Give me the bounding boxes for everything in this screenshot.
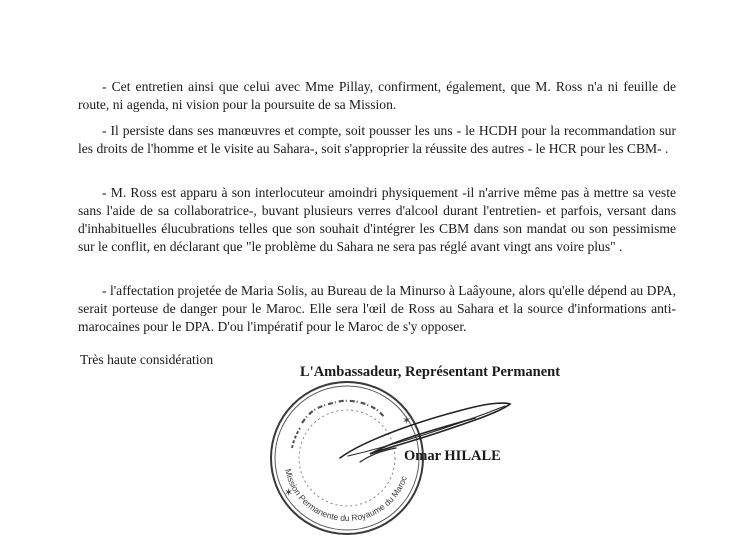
closing-salutation: Très haute considération	[80, 352, 214, 367]
svg-text:✶: ✶	[284, 487, 294, 499]
paragraph-4: - l'affectation projetée de Maria Solis, au Bureau de la Minurso à Laâyoune, alors qu'elle dépend au DPA, serait porteuse de danger pour le Maroc. Elle sera l'œil de Ross au Sahara et la source d'informations anti-marocaines pour le DPA. D'ou l'impératif pour le Maroc de s'y opposer.	[78, 283, 676, 334]
signer-title: L'Ambassadeur, Représentant Permanent	[300, 364, 561, 380]
paragraph-3: - M. Ross est apparu à son interlocuteur amoindri physiquement -il n'arrive même pas à mettre sa veste sans l'aide de sa collaboratrice-, buvant plusieurs verres d'alcool durant l'entretien- et parfois, versant dans d'inhabituelles élucubrations telles que son souhait d'intégrer les CBM dans son mandat ou son pessimisme sur le conflit, en déclarant que "le problème du Sahara ne sera pas réglé avant vingt ans voire plus" .	[78, 185, 676, 254]
paragraph-1: - Cet entretien ainsi que celui avec Mme Pillay, confirment, également, que M. Ross n'a ni feuille de route, ni agenda, ni vision pour la poursuite de sa Mission.	[78, 79, 676, 112]
stamp-text: Mission Permanente du Royaume du Maroc	[283, 467, 409, 524]
svg-text:✶: ✶	[402, 415, 412, 427]
signer-name: Omar HILALE	[404, 448, 501, 464]
paragraph-2: - Il persiste dans ses manœuvres et compte, soit pousser les uns - le HCDH pour la recommandation sur les droits de l'homme et le visite au Sahara-, soit s'approprier la réussite des autres - le HCR pour les CBM- .	[78, 123, 676, 156]
